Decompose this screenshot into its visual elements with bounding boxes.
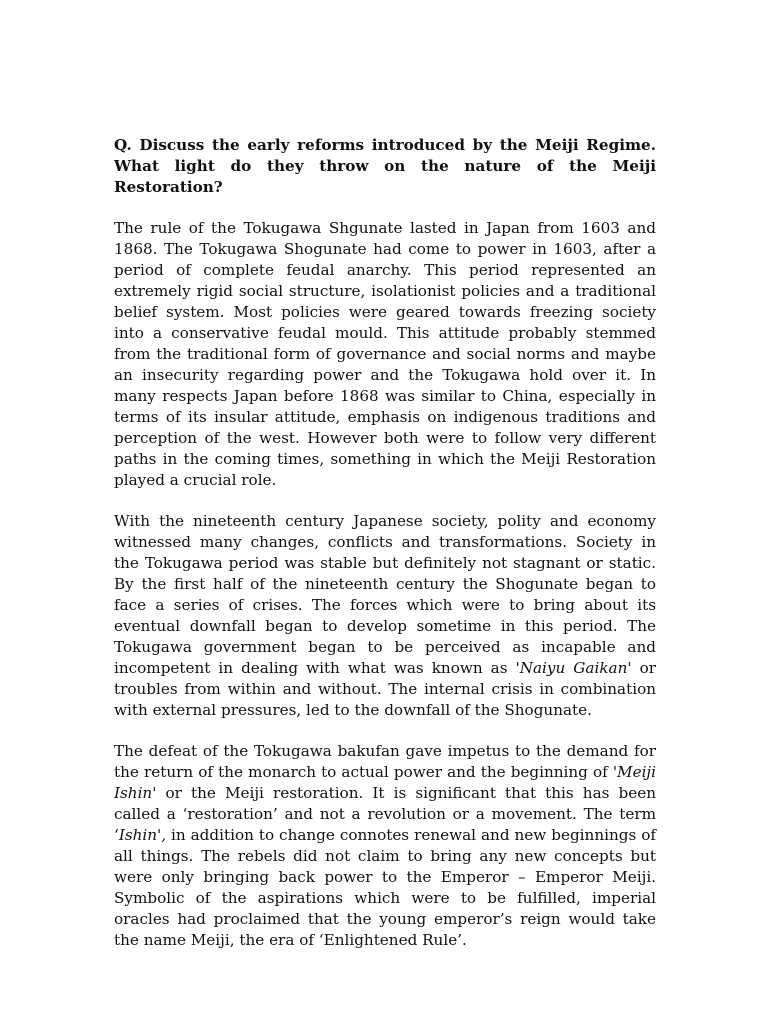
paragraph-tokugawa-rule: The rule of the Tokugawa Shgunate lasted in Japan from 1603 and 1868. The Tokugawa Shogunate had come to power in 1603, after a period of complete feudal anarchy. This period represented an extremely rigid social structure, isolationist policies and a traditional belief system. Most policies were geared towards freezing society into a conservative feudal mould. This attitude probably stemmed from the traditional form of governance and social norms and maybe an insecurity regarding power and the Tokugawa hold over it. In many respects Japan before 1868 was similar to China, especially in terms of its insular attitude, emphasis on indigenous traditions and perception of the west. However both were to follow very different paths in the coming times, something in which the Meiji Restoration played a crucial role.: [114, 219, 656, 489]
paragraph-text: in addition to change connotes renewal and new beginnings of all things. The rebels did not claim to bring any new concepts but were only bringing back power to the Emperor – Emperor Meiji. Symbolic of the aspirations which were to be fulfilled, imperial oracles had proclaimed that the young emperor’s reign would take the name Meiji, the era of ‘Enlightened Rule’.: [114, 826, 656, 949]
italic-term-meiji-ishin: 'Meiji Ishin': [114, 763, 656, 802]
question-heading: Q. Discuss the early reforms introduced by the Meiji Regime. What light do they throw on the nature of the Meiji Restoration?: [114, 136, 656, 196]
paragraph-text: The defeat of the Tokugawa bakufan gave impetus to the demand for the return of the monarch to actual power and the beginning of: [114, 742, 656, 781]
paragraph-text: or the Meiji restoration. It is significant that this has been called a ‘restoration’ and not a revolution or a movement. The term ‘: [114, 784, 656, 844]
paragraph-text: With the nineteenth century Japanese society, polity and economy witnessed many changes, conflicts and transformations. Society in the Tokugawa period was stable but definitely not stagnant or static. By the first half of the nineteenth century the Shogunate began to face a series of crises. The forces which were to bring about its eventual downfall began to develop sometime in this period. The Tokugawa government began to be perceived as incapable and incompetent in dealing with what was known as: [114, 512, 656, 677]
italic-term-ishin: Ishin',: [118, 826, 167, 844]
paragraph-meiji-restoration: [114, 741, 656, 951]
paragraph-text: or troubles from within and without. The internal crisis in combination with external pressures, led to the downfall of the Shogunate.: [114, 659, 656, 719]
italic-term-naiyu-gaikan: 'Naiyu Gaikan': [515, 659, 632, 677]
document-body: [114, 135, 656, 971]
paragraph-nineteenth-century: [114, 511, 656, 721]
